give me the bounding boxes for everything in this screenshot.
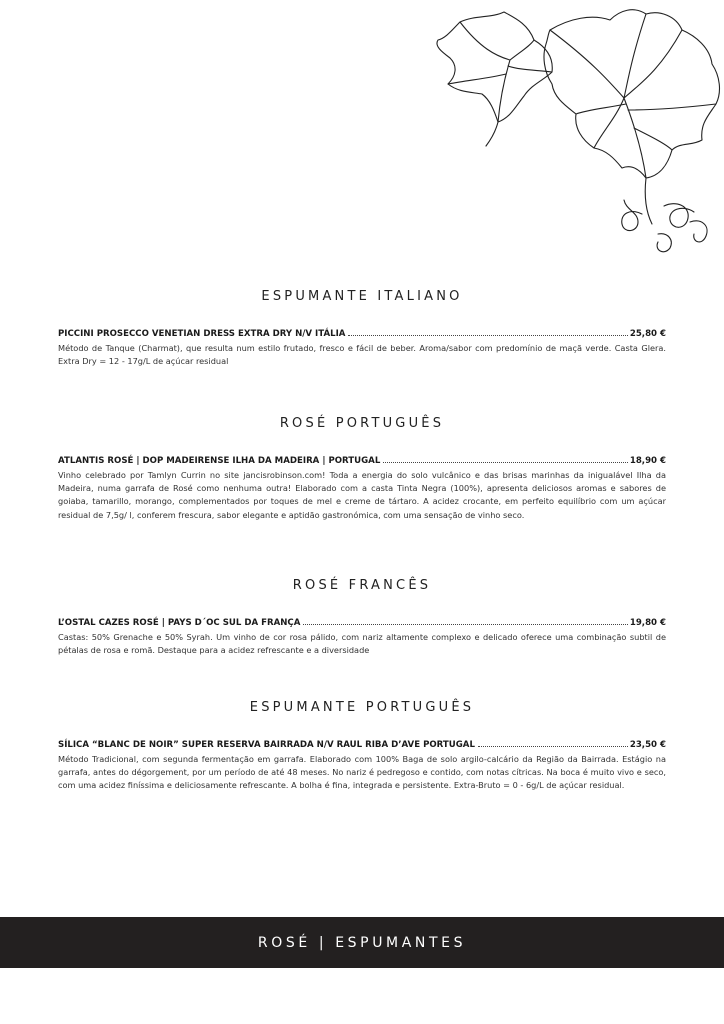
wine-price: 18,90 €: [629, 456, 666, 466]
wine-item: [58, 739, 666, 793]
wine-name: ATLANTIS ROSÉ | DOP MADEIRENSE ILHA DA MADEIRA | PORTUGAL: [58, 456, 381, 466]
wine-description: Método Tradicional, com segunda fermentação em garrafa. Elaborado com 100% Baga de solo argilo-calcário da Região da Bairrada. Estágio na garrafa, antes do dégorgement, por um período de até 48 meses. No nariz é pedregoso e contido, com notas cítricas. Na boca é muito vivo e seco, com uma acidez finíssima e deliciosamente refrescante. A bolha é fina, integrada e persistente. Extra-Bruto = 0 - 6g/L de açúcar residual.: [58, 754, 666, 791]
wine-item: [58, 328, 666, 368]
wine-name: L’OSTAL CAZES ROSÉ | PAYS D´OC SUL DA FRANÇA: [58, 618, 301, 628]
section-title: ESPUMANTE PORTUGUÊS: [249, 700, 475, 715]
wine-item-line: [58, 455, 666, 468]
section-title: ROSÉ FRANCÊS: [292, 578, 432, 593]
section-espumante-italiano: [58, 289, 666, 368]
wine-item-line: [58, 739, 666, 752]
footer-bar: [0, 917, 724, 968]
section-espumante-portugues: [58, 700, 666, 793]
wine-description: Castas: 50% Grenache e 50% Syrah. Um vinho de cor rosa pálido, com nariz altamente complexo e delicado oferece uma combinação subtil de pétalas de rosa e romã. Destaque para a acidez refrescante e a diversidade: [58, 632, 666, 656]
wine-price: 25,80 €: [629, 329, 666, 339]
wine-description: Vinho celebrado por Tamlyn Currin no site jancisrobinson.com! Toda a energia do solo vulcânico e das brisas marinhas da inigualável Ilha da Madeira, numa garrafa de Rosé como nenhuma outra! Elaborado com a casta Tinta Negra (100%), apresenta deliciosos aromas e sabores de goiaba, tamarillo, morango, complementados por toques de mel e creme de tártaro. A acidez crocante, em perfeito equilíbrio com um açúcar residual de 7,5g/ l, conferem frescura, sabor elegante e aptidão gastronómica, com uma sensação de vinho seco.: [58, 470, 666, 520]
wine-item: [58, 455, 666, 522]
wine-item-line: [58, 617, 666, 630]
wine-item-line: [58, 328, 666, 341]
section-rose-frances: [58, 578, 666, 657]
dot-leader: [303, 624, 627, 625]
dot-leader: [383, 462, 628, 463]
wine-price: 19,80 €: [629, 618, 666, 628]
grape-leaves-illustration: [420, 0, 724, 265]
section-title: ROSÉ PORTUGUÊS: [279, 416, 445, 431]
dot-leader: [348, 335, 627, 336]
wine-name: SÍLICA “BLANC DE NOIR” SUPER RESERVA BAIRRADA N/V RAUL RIBA D’AVE PORTUGAL: [58, 740, 475, 750]
dot-leader: [478, 746, 628, 747]
wine-name: PICCINI PROSECCO VENETIAN DRESS EXTRA DRY N/V ITÁLIA: [58, 329, 346, 339]
wine-item: [58, 617, 666, 657]
wine-description: Método de Tanque (Charmat), que resulta num estilo frutado, fresco e fácil de beber. Aroma/sabor com predomínio de maçã verde. Casta Glera. Extra Dry = 12 - 17g/L de açúcar residual: [58, 343, 666, 367]
wine-price: 23,50 €: [629, 740, 666, 750]
footer-title: ROSÉ | ESPUMANTES: [257, 934, 467, 951]
section-title: ESPUMANTE ITALIANO: [261, 289, 463, 304]
section-rose-portugues: [58, 416, 666, 522]
